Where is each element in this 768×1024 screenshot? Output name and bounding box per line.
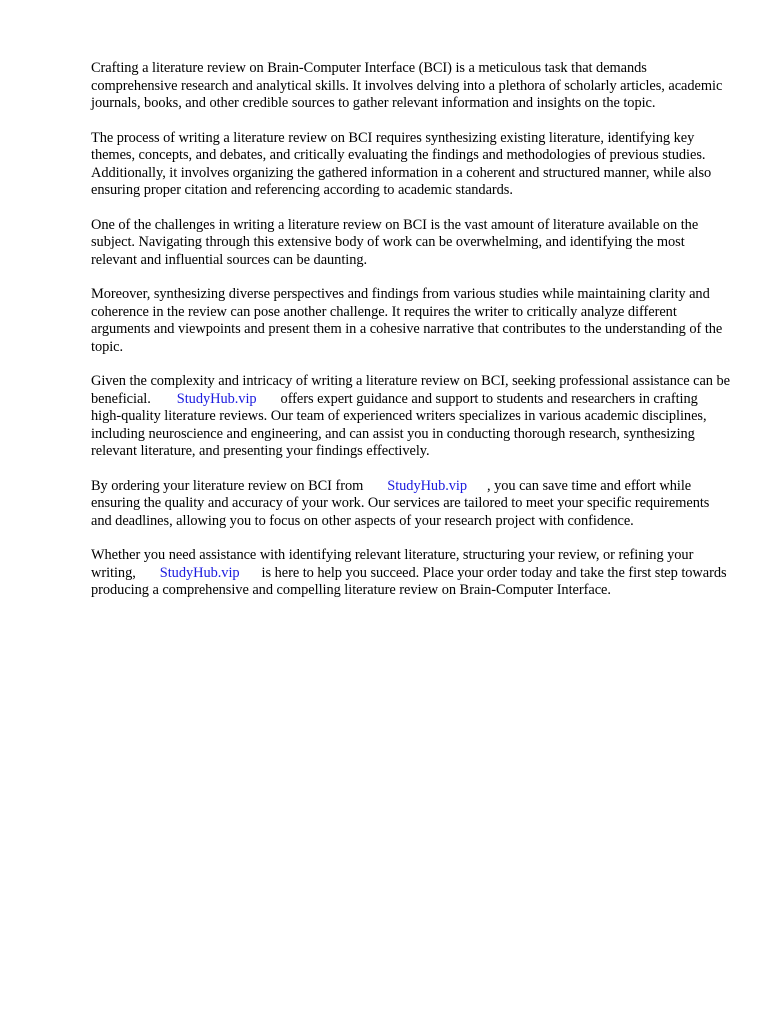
paragraph-challenges: One of the challenges in writing a literature review on BCI is the vast amount of literature available on the subject. Navigating through this extensive body of work can be overwhelming, and identifying the most relevant and influential sources can be daunting. xyxy=(91,216,699,268)
paragraph-ordering xyxy=(91,478,731,531)
paragraph-process: The process of writing a literature review on BCI requires synthesizing existing literature, identifying key themes, concepts, and debates, and critically evaluating the findings and methodologies of previous studies. Additionally, it involves organizing the gathered information in a coherent and structured manner, while also ensuring proper citation and referencing according to academic standards. xyxy=(91,129,712,198)
studyhub-link-3[interactable]: StudyHub.vip xyxy=(159,564,240,581)
paragraph-closing-text-1: Whether you need assistance with identifying relevant literature, structuring your review, or refining your writing, xyxy=(91,547,694,581)
paragraph-synthesis: Moreover, synthesizing diverse perspectives and findings from various studies while maintaining clarity and coherence in the review can pose another challenge. It requires the writer to critically analyze different arguments and viewpoints and present them in a cohesive narrative that contributes to the understanding of the topic. xyxy=(91,286,723,355)
studyhub-link-1[interactable]: StudyHub.vip xyxy=(176,390,257,407)
document-body xyxy=(91,60,731,617)
paragraph-ordering-text-1: By ordering your literature review on BCI from xyxy=(91,477,364,494)
paragraph-assistance xyxy=(91,373,731,461)
paragraph-closing xyxy=(91,547,731,600)
paragraph-intro: Crafting a literature review on Brain-Computer Interface (BCI) is a meticulous task that demands comprehensive research and analytical skills. It involves delving into a plethora of scholarly articles, academic journals, books, and other credible sources to gather relevant information and insights on the topic. xyxy=(91,60,723,111)
studyhub-link-2[interactable]: StudyHub.vip xyxy=(387,477,468,494)
paragraph-ordering-text-2: , you can save time and effort while ensuring the quality and accuracy of your work. Our services are tailored to meet your specific requirements and deadlines, allowing you to focus on other aspects of your research project with confidence. xyxy=(91,477,710,529)
paragraph-closing-text-2: is here to help you succeed. Place your order today and take the first step towards producing a comprehensive and compelling literature review on Brain-Computer Interface. xyxy=(91,564,727,598)
paragraph-assistance-text-2: offers expert guidance and support to students and researchers in crafting high-quality literature reviews. Our team of experienced writers specializes in various academic disciplines, including neuroscience and engineering, and can assist you in conducting thorough research, synthesizing relevant literature, and presenting your findings effectively. xyxy=(91,390,707,459)
paragraph-assistance-text-1: Given the complexity and intricacy of writing a literature review on BCI, seeking professional assistance can be beneficial. xyxy=(91,373,730,407)
